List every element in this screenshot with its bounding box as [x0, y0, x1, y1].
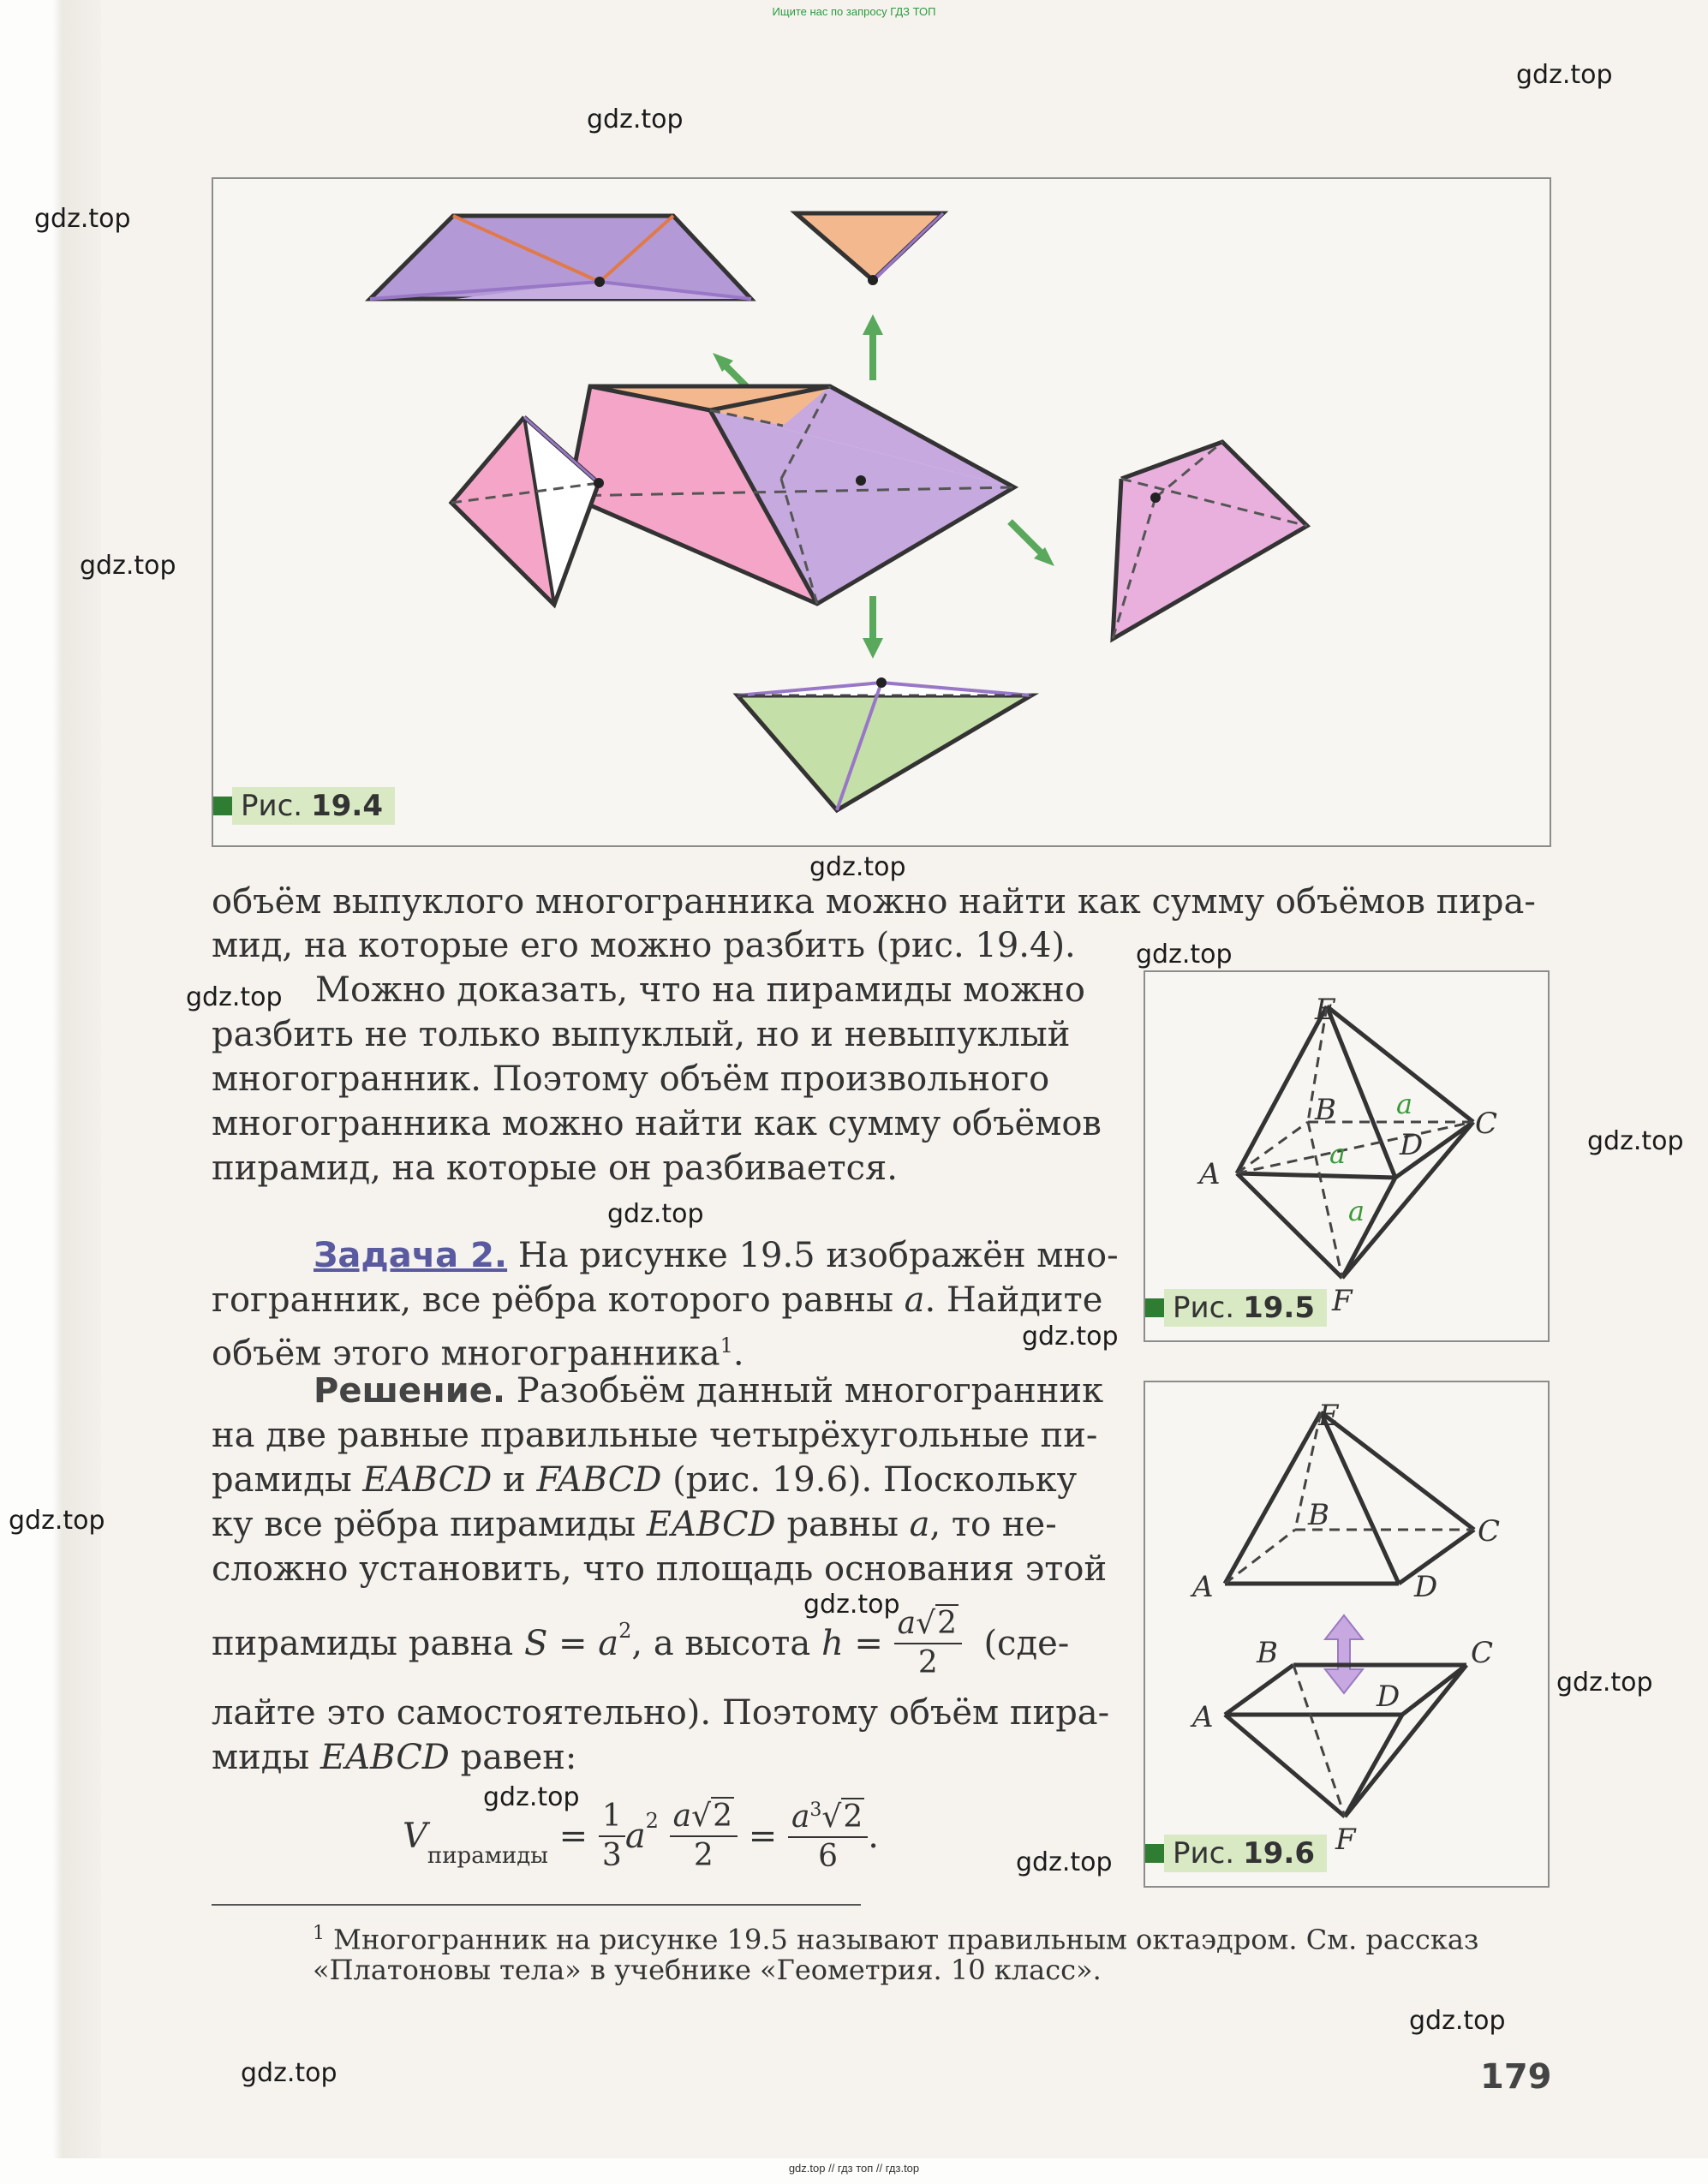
paragraph-1-line-2: мид, на которые его можно разбить (рис. 19.4). [212, 926, 1076, 965]
piece-top-left [370, 216, 751, 299]
arrow-up [863, 314, 883, 380]
central-polyhedron [569, 386, 1014, 604]
two-pyramids-drawing [1145, 1382, 1548, 1886]
watermark: gdz.top [483, 1782, 580, 1812]
arrow-down-right [1010, 522, 1054, 566]
watermark: gdz.top [241, 2058, 337, 2088]
figure-19-4 [212, 177, 1551, 847]
page-number: 179 [1480, 2057, 1552, 2097]
paragraph-2-line-4: многогранника можно найти как сумму объёмов [212, 1104, 1102, 1143]
paragraph-2-line-3: многогранник. Поэтому объём произвольного [212, 1059, 1050, 1099]
page-spine-shadow [0, 0, 101, 2158]
solution-line-7: лайте это самостоятельно). Поэтому объём пира- [212, 1693, 1110, 1733]
watermark: gdz.top [803, 1590, 900, 1620]
footer-note: gdz.top // гдз топ // гдз.top [788, 2162, 920, 2175]
vertex-label-B: B [1257, 1636, 1278, 1670]
watermark: gdz.top [1587, 1126, 1684, 1156]
task-line-1: Задача 2. На рисунке 19.5 изображён мно- [314, 1236, 1119, 1275]
figure-19-4-caption: Рис. 19.4 [213, 787, 395, 825]
vertex-label-E: E [1315, 993, 1336, 1027]
vertex-label-F: F [1335, 1823, 1356, 1857]
edge-label-a: a [1396, 1088, 1413, 1120]
watermark: gdz.top [1022, 1322, 1119, 1352]
vertex-label-E: E [1318, 1399, 1340, 1433]
figure-19-4-drawing [213, 179, 1550, 845]
watermark: gdz.top [1556, 1668, 1653, 1698]
piece-right [1113, 442, 1307, 639]
edge-label-a: a [1348, 1195, 1365, 1227]
vertex-label-C: C [1478, 1514, 1501, 1548]
footnote-divider [212, 1904, 861, 1906]
footnote-line-2: «Платоновы тела» в учебнике «Геометрия. 10 класс». [313, 1954, 1102, 1986]
paragraph-1-line-1: объём выпуклого многогранника можно найти как сумму объёмов пира- [212, 882, 1536, 922]
edge-label-a: a [1329, 1137, 1347, 1170]
watermark: gdz.top [809, 852, 906, 882]
watermark: gdz.top [34, 204, 131, 234]
vertex-label-D: D [1414, 1570, 1438, 1604]
watermark: gdz.top [587, 104, 684, 134]
task-line-3: объём этого многогранника$^1$. [212, 1334, 744, 1374]
arrow-down [863, 596, 883, 659]
solution-line-8: миды EABCD равен: [212, 1738, 577, 1777]
footnote-line-1: $^1$ Многогранник на рисунке 19.5 называют правильным октаэдром. См. рассказ [313, 1923, 1479, 1956]
octahedron-drawing [1145, 972, 1548, 1340]
solution-line-1: Решение. Разобьём данный многогранник [314, 1371, 1104, 1411]
vertex-label-A: A [1192, 1700, 1214, 1734]
solution-line-2: на две равные правильные четырёхугольные пи- [212, 1416, 1098, 1455]
paragraph-2-line-1: Можно доказать, что на пирамиды можно [315, 970, 1085, 1010]
solution-line-3: рамиды EABCD и FABCD (рис. 19.6). Поскольку [212, 1460, 1078, 1500]
height-fraction: $\frac{a√2}{2}$ [894, 1608, 962, 1679]
vertex-label-A: A [1199, 1157, 1221, 1191]
figure-19-5 [1144, 970, 1550, 1342]
solution-line-6: пирамиды равна S = a $^2$ , а высота h = $\frac{a√2}{2}$ (сде- [212, 1606, 1070, 1680]
vertex-label-A: A [1192, 1570, 1214, 1604]
solution-line-5: сложно установить, что площадь основания этой [212, 1549, 1108, 1589]
vertex-label-B: B [1308, 1498, 1329, 1532]
paragraph-2-line-2: разбить не только выпуклый, но и невыпуклый [212, 1015, 1071, 1054]
vertex-label-D: D [1377, 1680, 1400, 1714]
figure-19-5-caption: Рис. 19.5 [1145, 1289, 1327, 1327]
vertex-label-C: C [1475, 1107, 1498, 1141]
watermark: gdz.top [80, 551, 176, 581]
paragraph-2-line-5: пирамид, на которые он разбивается. [212, 1149, 898, 1188]
solution-label: Решение. [314, 1371, 506, 1411]
volume-formula: V $_{пирамиды}$ = $\frac{1}{3}$ a $^2$ $\frac{a√2}{2}$ = $\frac{a^3√2}{6}$ . [403, 1799, 879, 1874]
watermark: gdz.top [1136, 940, 1233, 970]
figure-19-6-caption: Рис. 19.6 [1145, 1835, 1327, 1872]
solution-line-4: ку все рёбра пирамиды EABCD равны a, то не- [212, 1505, 1057, 1544]
watermark: gdz.top [1516, 60, 1613, 90]
watermark: gdz.top [9, 1506, 105, 1536]
vertex-label-B: B [1315, 1093, 1336, 1127]
double-arrow [1325, 1615, 1363, 1693]
figure-19-6 [1144, 1381, 1550, 1888]
task-line-2: гогранник, все рёбра которого равны a. Найдите [212, 1280, 1103, 1320]
vertex-label-F: F [1332, 1284, 1353, 1318]
header-note: Ищите нас по запросу ГДЗ ТОП [772, 5, 936, 18]
watermark: gdz.top [1016, 1847, 1113, 1877]
task-label: Задача 2. [314, 1236, 508, 1275]
watermark: gdz.top [186, 982, 283, 1012]
watermark: gdz.top [607, 1199, 704, 1229]
piece-top-right [796, 213, 943, 285]
vertex-label-C: C [1471, 1636, 1494, 1670]
piece-bottom [738, 677, 1031, 810]
watermark: gdz.top [1409, 2006, 1506, 2036]
vertex-label-D: D [1400, 1128, 1424, 1162]
